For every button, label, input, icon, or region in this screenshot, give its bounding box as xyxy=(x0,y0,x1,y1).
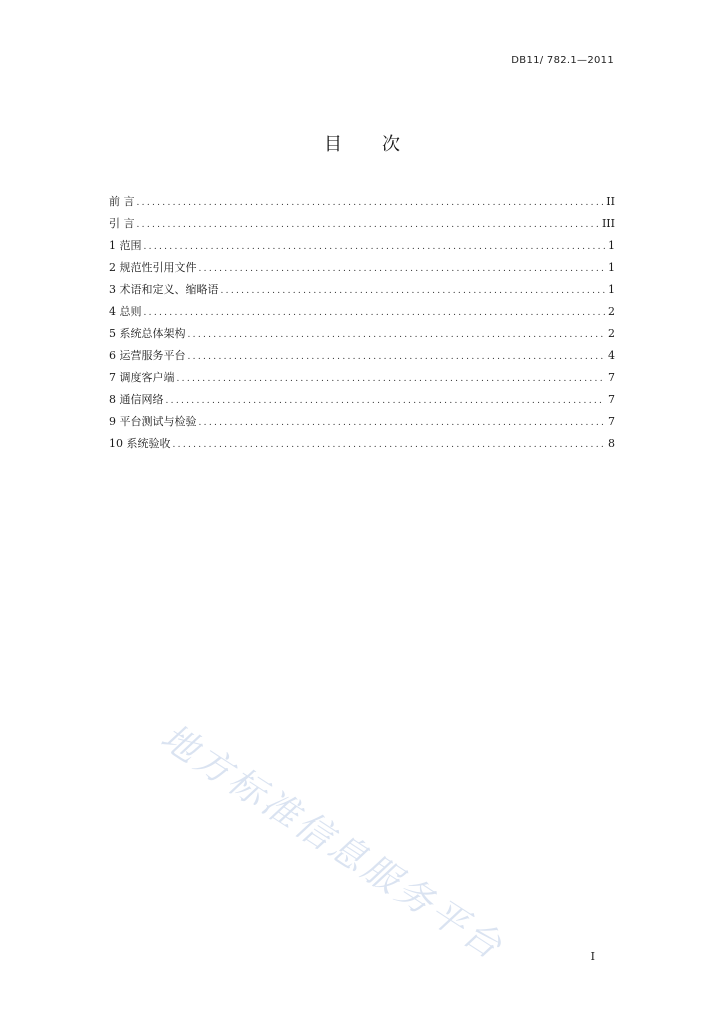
page-number: I xyxy=(590,950,595,963)
toc-entry-label: 前 言 xyxy=(109,195,135,208)
toc-leader-dots xyxy=(199,264,606,274)
toc-entry-page: 1 xyxy=(608,261,615,274)
toc-entry-operation-platform[interactable] xyxy=(109,347,615,369)
toc-entry-page: 7 xyxy=(608,415,615,428)
toc-leader-dots xyxy=(137,220,599,230)
toc-leader-dots xyxy=(199,418,606,428)
toc-leader-dots xyxy=(177,374,606,384)
toc-entry-normative-references[interactable] xyxy=(109,259,615,281)
toc-entry-communication-network[interactable] xyxy=(109,391,615,413)
toc-entry-general[interactable] xyxy=(109,303,615,325)
toc-entry-label: 5 系统总体架构 xyxy=(109,327,186,340)
toc-entry-label: 2 规范性引用文件 xyxy=(109,261,197,274)
toc-entry-label: 9 平台测试与检验 xyxy=(109,415,197,428)
toc-entry-label: 6 运营服务平台 xyxy=(109,349,186,362)
title-part-2: 次 xyxy=(382,134,400,155)
toc-leader-dots xyxy=(221,286,606,296)
toc-leader-dots xyxy=(144,242,606,252)
toc-entry-label: 10 系统验收 xyxy=(109,437,171,450)
toc-entry-foreword[interactable] xyxy=(109,193,615,215)
toc-entry-scope[interactable] xyxy=(109,237,615,259)
toc-entry-page: 8 xyxy=(608,437,615,450)
toc-entry-page: 2 xyxy=(608,305,615,318)
toc-entry-page: 2 xyxy=(608,327,615,340)
toc-entry-label: 引 言 xyxy=(109,217,135,230)
toc-entry-page: 7 xyxy=(608,393,615,406)
toc-entry-label: 4 总则 xyxy=(109,305,142,318)
toc-entry-page: II xyxy=(606,195,615,208)
toc-leader-dots xyxy=(144,308,606,318)
toc-entry-label: 8 通信网络 xyxy=(109,393,164,406)
toc-entry-terms-definitions[interactable] xyxy=(109,281,615,303)
toc-leader-dots xyxy=(166,396,606,406)
toc-entry-label: 3 术语和定义、缩略语 xyxy=(109,283,219,296)
toc-entry-introduction[interactable] xyxy=(109,215,615,237)
document-code: DB11/ 782.1—2011 xyxy=(511,55,614,66)
toc-entry-label: 1 范围 xyxy=(109,239,142,252)
toc-entry-label: 7 调度客户端 xyxy=(109,371,175,384)
toc-entry-page: III xyxy=(601,217,615,230)
toc-entry-dispatch-client[interactable] xyxy=(109,369,615,391)
title-part-1: 目 xyxy=(324,134,342,155)
toc-entry-page: 7 xyxy=(608,371,615,384)
toc-leader-dots xyxy=(188,352,606,362)
toc-entry-page: 4 xyxy=(608,349,615,362)
watermark: 地方标准信息服务平台 xyxy=(153,716,512,969)
table-of-contents xyxy=(109,193,615,457)
toc-entry-page: 1 xyxy=(608,283,615,296)
page-title xyxy=(0,130,724,156)
toc-entry-page: 1 xyxy=(608,239,615,252)
toc-leader-dots xyxy=(137,198,604,208)
toc-leader-dots xyxy=(188,330,606,340)
toc-entry-system-acceptance[interactable] xyxy=(109,435,615,457)
toc-entry-system-architecture[interactable] xyxy=(109,325,615,347)
toc-entry-platform-testing[interactable] xyxy=(109,413,615,435)
toc-leader-dots xyxy=(173,440,606,450)
